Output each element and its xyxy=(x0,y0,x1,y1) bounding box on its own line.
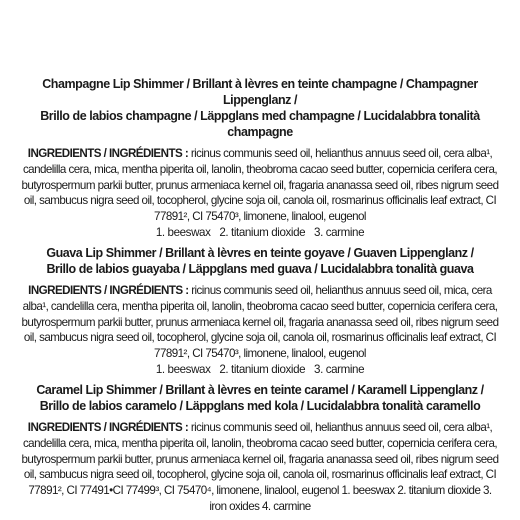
product-title xyxy=(20,76,500,140)
footnote-1: 1. beeswax xyxy=(155,362,211,376)
footnote-2: 2. titanium dioxide xyxy=(219,362,306,376)
ingredients-block xyxy=(20,146,500,241)
ingredients-text: ricinus communis seed oil, helianthus annuus seed oil, cera alba¹, candelilla cera, mica, mentha piperita oil, lanolin, theobroma cacao seed butter, copernicia cerifera cera, butyrospermum parkii butter, prunus armeniaca kernel oil, fragaria ananassa seed oil, ribes nigrum seed oil, sambucus nigra seed oil, tocopherol, glycine soja oil, canola oil, rosmarinus officinalis leaf extract, CI 77891², CI 75470³, limonene, linalool, eugenol xyxy=(21,147,499,224)
ingredients-label: INGREDIENTS / INGRÉDIENTS : xyxy=(27,420,189,434)
footnote-3: 3. carmine xyxy=(314,362,365,376)
ingredients-footnotes xyxy=(20,362,500,378)
footnote-1: 1. beeswax xyxy=(155,225,211,239)
product-champagne xyxy=(20,76,500,241)
footnote-2: 2. titanium dioxide xyxy=(219,225,306,239)
ingredients-text: ricinus communis seed oil, helianthus annuus seed oil, cera alba¹, candelilla cera, mica, mentha piperita oil, lanolin, theobroma cacao seed butter, copernicia cerifera cera, butyrospermum parkii butter, prunus armeniaca kernel oil, fragaria ananassa seed oil, ribes nigrum seed oil, sambucus nigra seed oil, tocopherol, glycine soja oil, canola oil, rosmarinus officinalis leaf extract, CI 77891², CI 77491•CI 77499³, CI 75470⁴, limonene, linalool, eugenol xyxy=(21,420,499,498)
footnote-3: 3. carmine xyxy=(314,225,365,239)
ingredients-label: INGREDIENTS / INGRÉDIENTS : xyxy=(28,283,189,297)
product-title xyxy=(20,382,500,414)
product-title-line1: Caramel Lip Shimmer / Brillant à lèvres en teinte caramel / Karamell Lippenglanz / xyxy=(36,382,484,397)
product-guava xyxy=(20,245,500,378)
footnote-2: 2. titanium dioxide xyxy=(397,484,481,498)
ingredients-footnotes xyxy=(20,225,500,241)
footnote-4: 4. carmine xyxy=(262,499,311,513)
product-caramel xyxy=(20,382,500,515)
footnote-3: 3. iron oxides xyxy=(209,484,492,513)
ingredients-block xyxy=(20,420,500,515)
ingredients-block xyxy=(20,283,500,378)
ingredients-label: INGREDIENTS / INGRÉDIENTS : xyxy=(27,147,189,160)
product-title xyxy=(20,245,500,277)
product-title-line2: Brillo de labios caramelo / Läppglans med kola / Lucidalabbra tonalità caramello xyxy=(39,398,481,413)
footnote-1: 1. beeswax xyxy=(341,484,395,498)
product-title-line1: Guava Lip Shimmer / Brillant à lèvres en teinte goyave / Guaven Lippenglanz / xyxy=(46,245,474,260)
product-title-line1: Champagne Lip Shimmer / Brillant à lèvres en teinte champagne / Champagner Lippenglanz / xyxy=(42,77,478,107)
ingredients-text: ricinus communis seed oil, helianthus annuus seed oil, mica, cera alba¹, candelilla cera, mentha piperita oil, lanolin, theobroma cacao seed butter, copernicia cerifera cera, butyrospermum parkii butter, prunus armeniaca kernel oil, fragaria ananassa seed oil, ribes nigrum seed oil, sambucus nigra seed oil, tocopherol, glycine soja oil, canola oil, rosmarinus officinalis leaf extract, CI 77891², CI 75470³, limonene, linalool, eugenol xyxy=(21,283,499,361)
ingredient-label xyxy=(20,76,500,515)
product-title-line2: Brillo de labios guayaba / Läppglans med guava / Lucidalabbra tonalità guava xyxy=(46,261,474,276)
product-title-line2: Brillo de labios champagne / Läppglans med champagne / Lucidalabbra tonalità champagne xyxy=(40,109,480,139)
